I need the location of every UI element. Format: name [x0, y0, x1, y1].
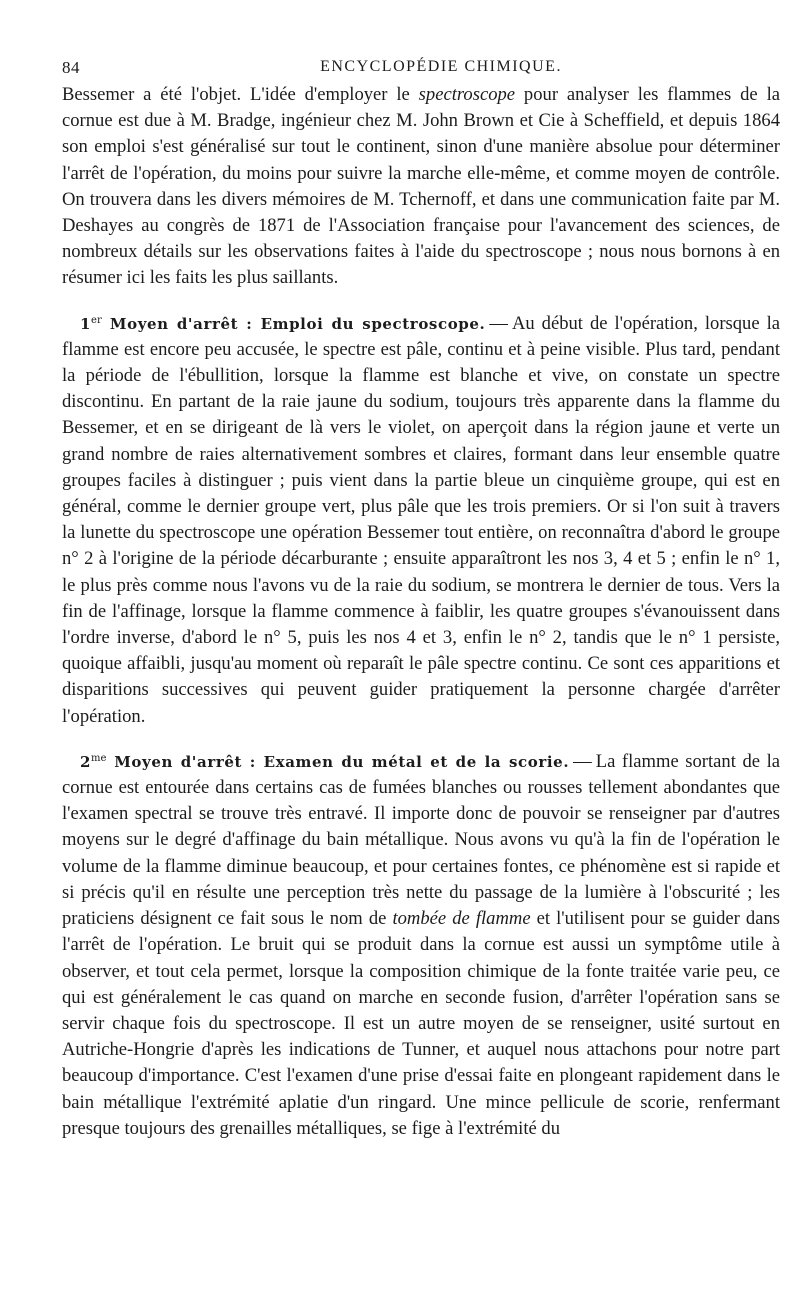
section-2-text-1: La flamme sortant de la cornue est entourée dans certains cas de fumées blanches ou rousses tellement abondantes que l'examen spectral se trouve très entravé. Il importe donc de pouvoir se renseigner par d'autres moyens sur le degré d'affinage du bain métallique. Nous avons vu qu'à la fin de l'opération le volume de la flamme diminue beaucoup, et pour certaines fontes, ce phénomène est si rapide et si précis qu'il en résulte une perception très nette du passage de la lumière à l'obscurité ; les praticiens désignent ce fait sous le nom de: [62, 750, 780, 930]
section-2-ordinal: me: [91, 752, 107, 764]
running-head: ENCYCLOPÉDIE CHIMIQUE.: [320, 58, 562, 75]
section-2-text-2: et l'utilisent pour se guider dans l'arrêt de l'opération. Le bruit qui se produit dans la cornue est aussi un symptôme utile à observer, et tout cela permet, lorsque la composition chimique de la fonte traitée varie peu, ce qui est généralement le cas quand on marche en seconde fusion, d'arrêter l'opération sans se servir chaque fois du spectroscope. Il est un autre moyen de se renseigner, usité surtout en Autriche-Hongrie d'après les indications de Tunner, et auquel nous attachons pour notre part beaucoup d'importance. C'est l'examen d'une prise d'essai faite en plongeant rapidement dans le bain métallique l'extrémité aplatie d'un ringard. Une mince pellicule de scorie, renfermant presque toujours des grenailles métalliques, se fige à l'extrémité du: [62, 908, 780, 1139]
section-1-paragraph: [62, 308, 780, 730]
section-2-emphasis: tombée de flamme: [392, 908, 531, 930]
section-1-text: Au début de l'opération, lorsque la flamme est encore peu accusée, le spectre est pâle, continu et à peine visible. Plus tard, pendant la période de l'ébullition, lorsque la flamme est blanche et vive, on constate un spectre discontinu. En partant de la raie jaune du sodium, toujours très apparente dans la flamme du Bessemer, et en se dirigeant de là vers le violet, on aperçoit dans la région jaune et verte un grand nombre de raies alternativement sombres et claires, formant dans leur ensemble quatre groupes faciles à distinguer ; puis vient dans la partie bleue un cinquième groupe, qui est en général, comme le dernier groupe vert, plus pâle que les trois premiers. Or si l'on suit à travers la lunette du spectroscope une opération Bessemer tout entière, on reconnaîtra d'abord le groupe n° 2 à l'origine de la période décarburante ; ensuite apparaîtront les nos 3, 4 et 5 ; enfin le n° 1, le plus près comme nous l'avons vu de la raie du sodium, se montrera le dernier de tous. Vers la fin de l'affinage, lorsque la flamme commence à faiblir, les quatre groupes s'évanouissent dans l'ordre inverse, d'abord le n° 5, puis les nos 4 et 3, enfin le n° 2, tandis que le n° 1 persiste, quoique affaibli, jusqu'au moment où reparaît le pâle spectre continu. Ce sont ces apparitions et disparitions successives qui peuvent guider pratiquement la personne chargée d'arrêter l'opération.: [62, 312, 780, 727]
section-2-heading: [62, 753, 569, 771]
body-text: [62, 82, 780, 1142]
intro-emphasis: spectroscope: [418, 84, 516, 105]
section-2-paragraph: [62, 746, 780, 1142]
section-1-title: Moyen d'arrêt : Emploi du spectroscope.: [101, 314, 486, 333]
section-2-number: 2: [80, 752, 92, 771]
page-header: [62, 52, 780, 82]
section-1-dash: —: [489, 312, 508, 334]
page-number: 84: [62, 58, 80, 77]
intro-paragraph: [62, 82, 780, 292]
document-page: [62, 52, 780, 1142]
intro-text-2: pour analyser les flammes de la cornue est due à M. Bradge, ingénieur chez M. John Brown et Cie à Scheffield, et depuis 1864 son emploi s'est généralisé sur tout le continent, sinon d'une manière absolue pour déterminer l'arrêt de l'opération, du moins pour suivre la marche elle-même, et comme moyen de contrôle. On trouvera dans les divers mémoires de M. Tchernoff, et dans une communication faite par M. Deshayes au congrès de 1871 de l'Association française pour l'avancement des sciences, de nombreux détails sur les observations faites à l'aide du spectroscope ; nous nous bornons à en résumer ici les faits les plus saillants.: [62, 84, 780, 289]
section-1-ordinal: er: [91, 314, 102, 326]
intro-text-1: Bessemer a été l'objet. L'idée d'employer le: [62, 84, 419, 105]
section-2-title: Moyen d'arrêt : Examen du métal et de la scorie.: [106, 752, 570, 771]
section-2-dash: —: [573, 750, 592, 772]
section-1-number: 1: [80, 314, 92, 333]
section-1-heading: [62, 315, 485, 333]
